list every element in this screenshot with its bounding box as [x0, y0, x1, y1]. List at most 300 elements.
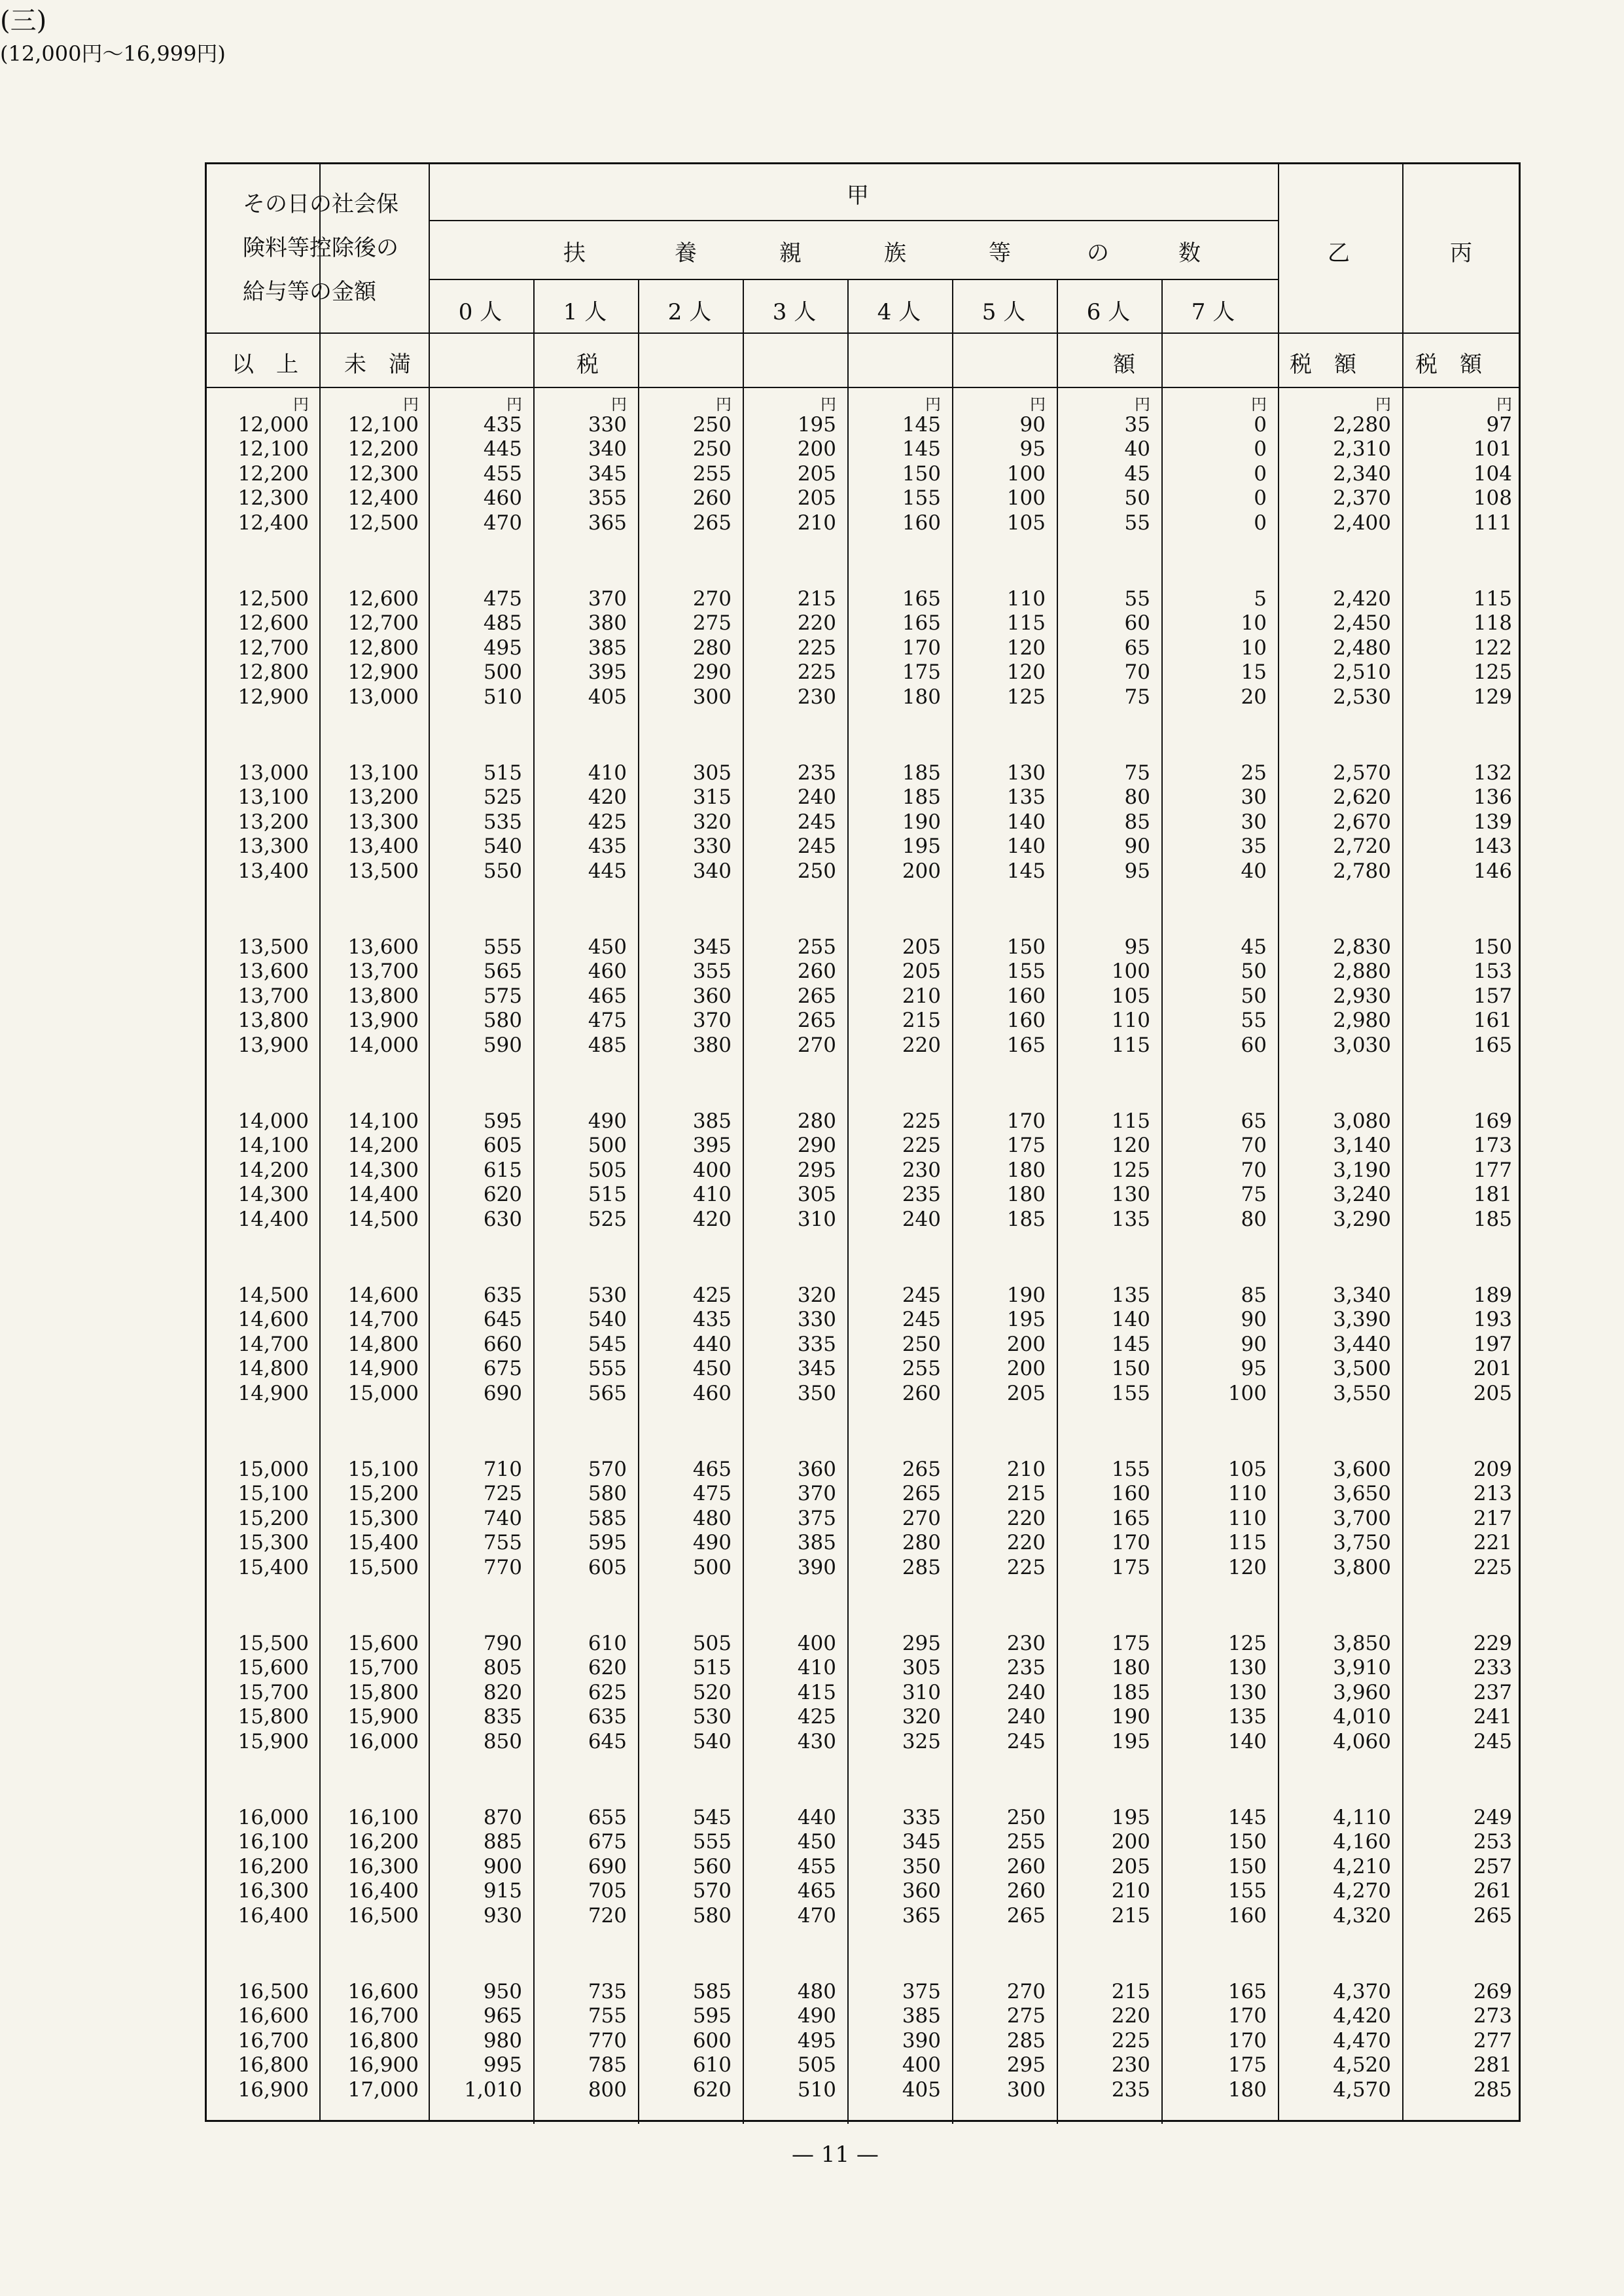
table-cell: 14,300	[347, 1158, 419, 1182]
tax-table	[205, 162, 1521, 2122]
table-cell: 135	[1111, 1283, 1150, 1307]
table-cell: 80	[1241, 1207, 1267, 1231]
table-cell: 260	[1006, 1879, 1046, 1903]
table-cell: 14,800	[347, 1332, 419, 1356]
table-cell: 217	[1473, 1506, 1512, 1530]
table-cell: 705	[588, 1879, 627, 1903]
table-cell: 13,200	[238, 810, 309, 834]
table-cell: 145	[1227, 1806, 1267, 1829]
table-cell: 25	[1241, 761, 1267, 785]
table-cell: 2,480	[1333, 636, 1391, 660]
table-cell: 330	[588, 413, 627, 437]
table-cell: 201	[1473, 1357, 1512, 1381]
table-row	[207, 636, 1519, 660]
table-cell: 835	[483, 1705, 522, 1729]
table-cell: 290	[797, 1134, 836, 1158]
yen-unit: 円	[403, 395, 419, 414]
otsu-header: 乙	[1328, 240, 1350, 266]
table-cell: 132	[1473, 761, 1512, 785]
table-cell: 14,200	[238, 1158, 309, 1182]
table-cell: 370	[588, 587, 627, 611]
table-cell: 197	[1473, 1332, 1512, 1356]
table-cell: 221	[1473, 1531, 1512, 1555]
dependents-col-header: 3 人	[772, 299, 817, 325]
table-cell: 15,500	[347, 1555, 419, 1579]
table-cell: 125	[1473, 660, 1512, 685]
table-cell: 15,800	[347, 1680, 419, 1704]
table-row	[207, 437, 1519, 461]
table-cell: 220	[902, 1033, 941, 1057]
table-cell: 108	[1473, 486, 1512, 511]
table-cell: 35	[1124, 413, 1150, 437]
table-row	[207, 1632, 1519, 1656]
table-cell: 15	[1241, 660, 1267, 685]
table-cell: 200	[1006, 1357, 1046, 1381]
hei-zeigaku-header: 税 額	[1415, 351, 1482, 378]
table-cell: 14,600	[347, 1283, 419, 1307]
dependents-heading-char: 養	[675, 240, 697, 266]
table-cell: 635	[483, 1283, 522, 1307]
table-cell: 210	[1111, 1879, 1150, 1903]
table-cell: 165	[1111, 1506, 1150, 1530]
table-cell: 85	[1124, 810, 1150, 834]
table-cell: 16,500	[238, 1980, 309, 2003]
table-cell: 175	[1111, 1555, 1150, 1579]
table-cell: 725	[483, 1482, 522, 1506]
table-cell: 360	[692, 984, 732, 1008]
table-cell: 120	[1006, 660, 1046, 685]
table-cell: 280	[902, 1531, 941, 1555]
table-cell: 330	[797, 1308, 836, 1332]
table-cell: 335	[797, 1332, 836, 1356]
table-cell: 180	[1227, 2077, 1267, 2102]
table-cell: 230	[797, 685, 836, 709]
table-cell: 500	[588, 1134, 627, 1158]
table-cell: 12,700	[347, 611, 419, 636]
table-cell: 2,400	[1333, 511, 1391, 535]
table-cell: 13,700	[347, 960, 419, 984]
table-cell: 170	[902, 636, 941, 660]
table-cell: 570	[588, 1458, 627, 1481]
table-cell: 16,200	[347, 1830, 419, 1854]
table-cell: 350	[797, 1381, 836, 1405]
table-cell: 195	[902, 834, 941, 859]
table-row	[207, 1730, 1519, 1754]
hei-header: 丙	[1450, 240, 1472, 266]
table-cell: 70	[1241, 1158, 1267, 1182]
table-cell: 175	[902, 660, 941, 685]
table-cell: 161	[1473, 1009, 1512, 1033]
table-cell: 15,900	[238, 1729, 309, 1753]
table-cell: 200	[1111, 1830, 1150, 1854]
table-cell: 3,700	[1333, 1506, 1391, 1530]
table-cell: 900	[483, 1854, 522, 1878]
table-cell: 14,200	[347, 1134, 419, 1158]
table-cell: 55	[1124, 587, 1150, 611]
table-cell: 450	[797, 1830, 836, 1854]
table-cell: 310	[797, 1207, 836, 1231]
yen-unit: 円	[1251, 395, 1267, 414]
table-cell: 440	[797, 1806, 836, 1829]
table-cell: 15,500	[238, 1632, 309, 1655]
table-row	[207, 1382, 1519, 1406]
table-cell: 275	[692, 611, 732, 636]
table-cell: 55	[1241, 1009, 1267, 1033]
table-row	[207, 2053, 1519, 2077]
table-cell: 330	[692, 834, 732, 859]
table-cell: 510	[797, 2077, 836, 2102]
table-cell: 40	[1241, 859, 1267, 883]
table-cell: 13,900	[238, 1033, 309, 1057]
table-cell: 735	[588, 1980, 627, 2003]
table-cell: 710	[483, 1458, 522, 1481]
table-cell: 470	[797, 1903, 836, 1928]
table-cell: 50	[1241, 960, 1267, 984]
table-cell: 14,100	[347, 1109, 419, 1133]
row-divider	[429, 220, 1278, 221]
table-row	[207, 413, 1519, 437]
table-cell: 600	[692, 2028, 732, 2053]
table-cell: 885	[483, 1830, 522, 1854]
table-cell: 545	[588, 1332, 627, 1356]
table-cell: 4,010	[1333, 1705, 1391, 1729]
table-cell: 12,400	[238, 511, 309, 535]
table-cell: 95	[1241, 1357, 1267, 1381]
table-row	[207, 486, 1519, 511]
table-cell: 720	[588, 1903, 627, 1928]
table-cell: 190	[1111, 1705, 1150, 1729]
table-row	[207, 1333, 1519, 1357]
table-row	[207, 1681, 1519, 1705]
table-cell: 595	[483, 1109, 522, 1133]
table-cell: 120	[1227, 1555, 1267, 1579]
table-row	[207, 1656, 1519, 1680]
table-cell: 4,210	[1333, 1854, 1391, 1878]
table-row	[207, 1879, 1519, 1903]
table-cell: 14,000	[347, 1033, 419, 1057]
table-cell: 16,800	[238, 2053, 309, 2077]
table-cell: 305	[692, 761, 732, 785]
table-row	[207, 1183, 1519, 1207]
table-cell: 0	[1254, 413, 1267, 437]
table-cell: 2,370	[1333, 486, 1391, 511]
table-cell: 265	[1473, 1903, 1512, 1928]
table-cell: 265	[1006, 1903, 1046, 1928]
table-cell: 13,300	[238, 834, 309, 859]
table-cell: 525	[588, 1207, 627, 1231]
table-cell: 15,200	[238, 1506, 309, 1530]
table-cell: 180	[902, 685, 941, 709]
table-cell: 800	[588, 2077, 627, 2102]
table-cell: 15,300	[347, 1506, 419, 1530]
table-cell: 3,850	[1333, 1632, 1391, 1655]
table-cell: 965	[483, 2004, 522, 2028]
table-cell: 770	[483, 1555, 522, 1579]
table-cell: 145	[1111, 1332, 1150, 1356]
table-cell: 250	[902, 1332, 941, 1356]
table-cell: 125	[1227, 1632, 1267, 1655]
table-cell: 340	[588, 437, 627, 461]
table-cell: 605	[588, 1555, 627, 1579]
table-cell: 175	[1006, 1134, 1046, 1158]
table-cell: 460	[588, 960, 627, 984]
table-cell: 655	[588, 1806, 627, 1829]
yen-unit: 円	[821, 395, 836, 414]
table-cell: 189	[1473, 1283, 1512, 1307]
table-cell: 380	[692, 1033, 732, 1057]
table-cell: 16,100	[347, 1806, 419, 1829]
table-cell: 0	[1254, 511, 1267, 535]
table-cell: 195	[797, 413, 836, 437]
table-cell: 0	[1254, 486, 1267, 511]
table-cell: 4,370	[1333, 1980, 1391, 2003]
table-cell: 425	[588, 810, 627, 834]
table-cell: 410	[692, 1183, 732, 1207]
table-cell: 15,100	[347, 1458, 419, 1481]
miman-header: 未 満	[344, 351, 411, 378]
table-cell: 395	[692, 1134, 732, 1158]
table-cell: 610	[692, 2053, 732, 2077]
table-cell: 14,800	[238, 1357, 309, 1381]
table-cell: 2,310	[1333, 437, 1391, 461]
table-cell: 320	[797, 1283, 836, 1307]
table-cell: 100	[1111, 960, 1150, 984]
table-cell: 740	[483, 1506, 522, 1530]
table-cell: 265	[797, 1009, 836, 1033]
table-cell: 155	[1111, 1381, 1150, 1405]
table-cell: 305	[797, 1183, 836, 1207]
table-cell: 101	[1473, 437, 1512, 461]
table-cell: 2,510	[1333, 660, 1391, 685]
table-row	[207, 1531, 1519, 1555]
table-cell: 2,420	[1333, 587, 1391, 611]
table-cell: 400	[692, 1158, 732, 1182]
table-cell: 805	[483, 1656, 522, 1680]
table-cell: 95	[1124, 935, 1150, 959]
table-cell: 250	[692, 413, 732, 437]
table-cell: 14,000	[238, 1109, 309, 1133]
gaku-header: 額	[1113, 351, 1135, 378]
table-cell: 615	[483, 1158, 522, 1182]
table-cell: 555	[483, 935, 522, 959]
table-cell: 645	[483, 1308, 522, 1332]
table-cell: 129	[1473, 685, 1512, 709]
table-cell: 535	[483, 810, 522, 834]
table-cell: 930	[483, 1903, 522, 1928]
table-cell: 2,930	[1333, 984, 1391, 1008]
table-cell: 16,300	[238, 1879, 309, 1903]
table-cell: 12,200	[347, 437, 419, 461]
table-cell: 385	[902, 2004, 941, 2028]
table-cell: 580	[483, 1009, 522, 1033]
table-cell: 270	[797, 1033, 836, 1057]
table-cell: 285	[1473, 2077, 1512, 2102]
table-cell: 385	[692, 1109, 732, 1133]
table-cell: 390	[902, 2028, 941, 2053]
table-cell: 145	[902, 413, 941, 437]
table-cell: 180	[1006, 1183, 1046, 1207]
table-cell: 250	[1006, 1806, 1046, 1829]
table-cell: 157	[1473, 984, 1512, 1008]
table-cell: 375	[797, 1506, 836, 1530]
table-cell: 15,600	[347, 1632, 419, 1655]
table-cell: 565	[483, 960, 522, 984]
table-cell: 145	[1006, 859, 1046, 883]
table-cell: 15,700	[238, 1680, 309, 1704]
table-cell: 360	[797, 1458, 836, 1481]
table-cell: 185	[1006, 1207, 1046, 1231]
table-cell: 2,450	[1333, 611, 1391, 636]
table-cell: 675	[588, 1830, 627, 1854]
table-cell: 261	[1473, 1879, 1512, 1903]
table-cell: 190	[1006, 1283, 1046, 1307]
table-row	[207, 2078, 1519, 2102]
table-cell: 10	[1241, 611, 1267, 636]
dependents-col-header: 7 人	[1191, 299, 1235, 325]
row-divider	[207, 387, 1519, 388]
table-cell: 120	[1006, 636, 1046, 660]
table-cell: 16,100	[238, 1830, 309, 1854]
table-cell: 950	[483, 1980, 522, 2003]
table-cell: 253	[1473, 1830, 1512, 1854]
table-cell: 365	[902, 1903, 941, 1928]
table-cell: 240	[902, 1207, 941, 1231]
table-cell: 265	[692, 511, 732, 535]
table-cell: 3,240	[1333, 1183, 1391, 1207]
table-cell: 12,600	[238, 611, 309, 636]
yen-unit: 円	[506, 395, 522, 414]
table-cell: 995	[483, 2053, 522, 2077]
table-cell: 215	[1006, 1482, 1046, 1506]
table-cell: 420	[588, 785, 627, 810]
page-number: — 11 —	[792, 2142, 879, 2168]
table-cell: 205	[797, 486, 836, 511]
table-cell: 530	[588, 1283, 627, 1307]
table-cell: 15,300	[238, 1531, 309, 1555]
table-cell: 55	[1124, 511, 1150, 535]
table-cell: 3,800	[1333, 1555, 1391, 1579]
table-cell: 635	[588, 1705, 627, 1729]
table-cell: 370	[797, 1482, 836, 1506]
table-cell: 315	[692, 785, 732, 810]
table-cell: 16,600	[347, 1980, 419, 2003]
table-cell: 75	[1124, 761, 1150, 785]
table-cell: 335	[902, 1806, 941, 1829]
table-cell: 390	[797, 1555, 836, 1579]
table-cell: 139	[1473, 810, 1512, 834]
table-cell: 153	[1473, 960, 1512, 984]
table-cell: 12,400	[347, 486, 419, 511]
table-cell: 475	[692, 1482, 732, 1506]
table-cell: 15,400	[347, 1531, 419, 1555]
table-cell: 110	[1227, 1482, 1267, 1506]
table-cell: 12,300	[347, 461, 419, 486]
yen-unit: 円	[1135, 395, 1150, 414]
table-cell: 65	[1124, 636, 1150, 660]
table-cell: 500	[692, 1555, 732, 1579]
table-cell: 570	[692, 1879, 732, 1903]
table-cell: 15,900	[347, 1705, 419, 1729]
table-cell: 295	[797, 1158, 836, 1182]
table-cell: 122	[1473, 636, 1512, 660]
table-cell: 450	[692, 1357, 732, 1381]
table-cell: 515	[692, 1656, 732, 1680]
table-cell: 130	[1227, 1656, 1267, 1680]
table-cell: 155	[1111, 1458, 1150, 1481]
table-cell: 229	[1473, 1632, 1512, 1655]
yen-unit: 円	[293, 395, 309, 414]
table-cell: 16,700	[347, 2004, 419, 2028]
table-cell: 540	[692, 1729, 732, 1753]
table-cell: 470	[483, 511, 522, 535]
table-cell: 270	[902, 1506, 941, 1530]
table-cell: 205	[797, 461, 836, 486]
table-cell: 230	[1006, 1632, 1046, 1655]
table-cell: 155	[1227, 1879, 1267, 1903]
table-cell: 3,910	[1333, 1656, 1391, 1680]
table-cell: 15,600	[238, 1656, 309, 1680]
table-cell: 230	[902, 1158, 941, 1182]
table-row	[207, 1158, 1519, 1183]
table-cell: 2,830	[1333, 935, 1391, 959]
table-cell: 14,900	[347, 1357, 419, 1381]
table-cell: 225	[797, 636, 836, 660]
table-cell: 12,600	[347, 587, 419, 611]
table-cell: 620	[692, 2077, 732, 2102]
table-cell: 2,670	[1333, 810, 1391, 834]
table-cell: 160	[1006, 984, 1046, 1008]
table-row	[207, 1283, 1519, 1308]
dependents-col-header: 4 人	[877, 299, 921, 325]
table-cell: 45	[1241, 935, 1267, 959]
dependents-col-header: 1 人	[563, 299, 607, 325]
table-cell: 285	[1006, 2028, 1046, 2053]
table-cell: 440	[692, 1332, 732, 1356]
table-cell: 16,300	[347, 1854, 419, 1878]
table-cell: 265	[902, 1482, 941, 1506]
table-cell: 270	[1006, 1980, 1046, 2003]
table-cell: 265	[902, 1458, 941, 1481]
table-cell: 245	[902, 1283, 941, 1307]
table-cell: 435	[692, 1308, 732, 1332]
table-cell: 630	[483, 1207, 522, 1231]
table-cell: 500	[483, 660, 522, 685]
table-cell: 75	[1241, 1183, 1267, 1207]
table-cell: 160	[1006, 1009, 1046, 1033]
table-cell: 173	[1473, 1134, 1512, 1158]
table-cell: 16,700	[238, 2028, 309, 2053]
table-cell: 170	[1227, 2004, 1267, 2028]
table-cell: 240	[797, 785, 836, 810]
table-cell: 235	[1006, 1656, 1046, 1680]
table-cell: 12,900	[238, 685, 309, 709]
table-cell: 195	[1006, 1308, 1046, 1332]
table-cell: 15,200	[347, 1482, 419, 1506]
table-cell: 3,390	[1333, 1308, 1391, 1332]
table-cell: 115	[1111, 1109, 1150, 1133]
table-cell: 4,320	[1333, 1903, 1391, 1928]
section-label: (三)	[0, 6, 47, 36]
table-cell: 269	[1473, 1980, 1512, 2003]
table-cell: 545	[692, 1806, 732, 1829]
table-cell: 277	[1473, 2028, 1512, 2053]
table-cell: 370	[692, 1009, 732, 1033]
table-cell: 15,800	[238, 1705, 309, 1729]
table-cell: 70	[1241, 1134, 1267, 1158]
table-cell: 14,500	[347, 1207, 419, 1231]
table-cell: 14,700	[347, 1308, 419, 1332]
table-cell: 515	[588, 1183, 627, 1207]
